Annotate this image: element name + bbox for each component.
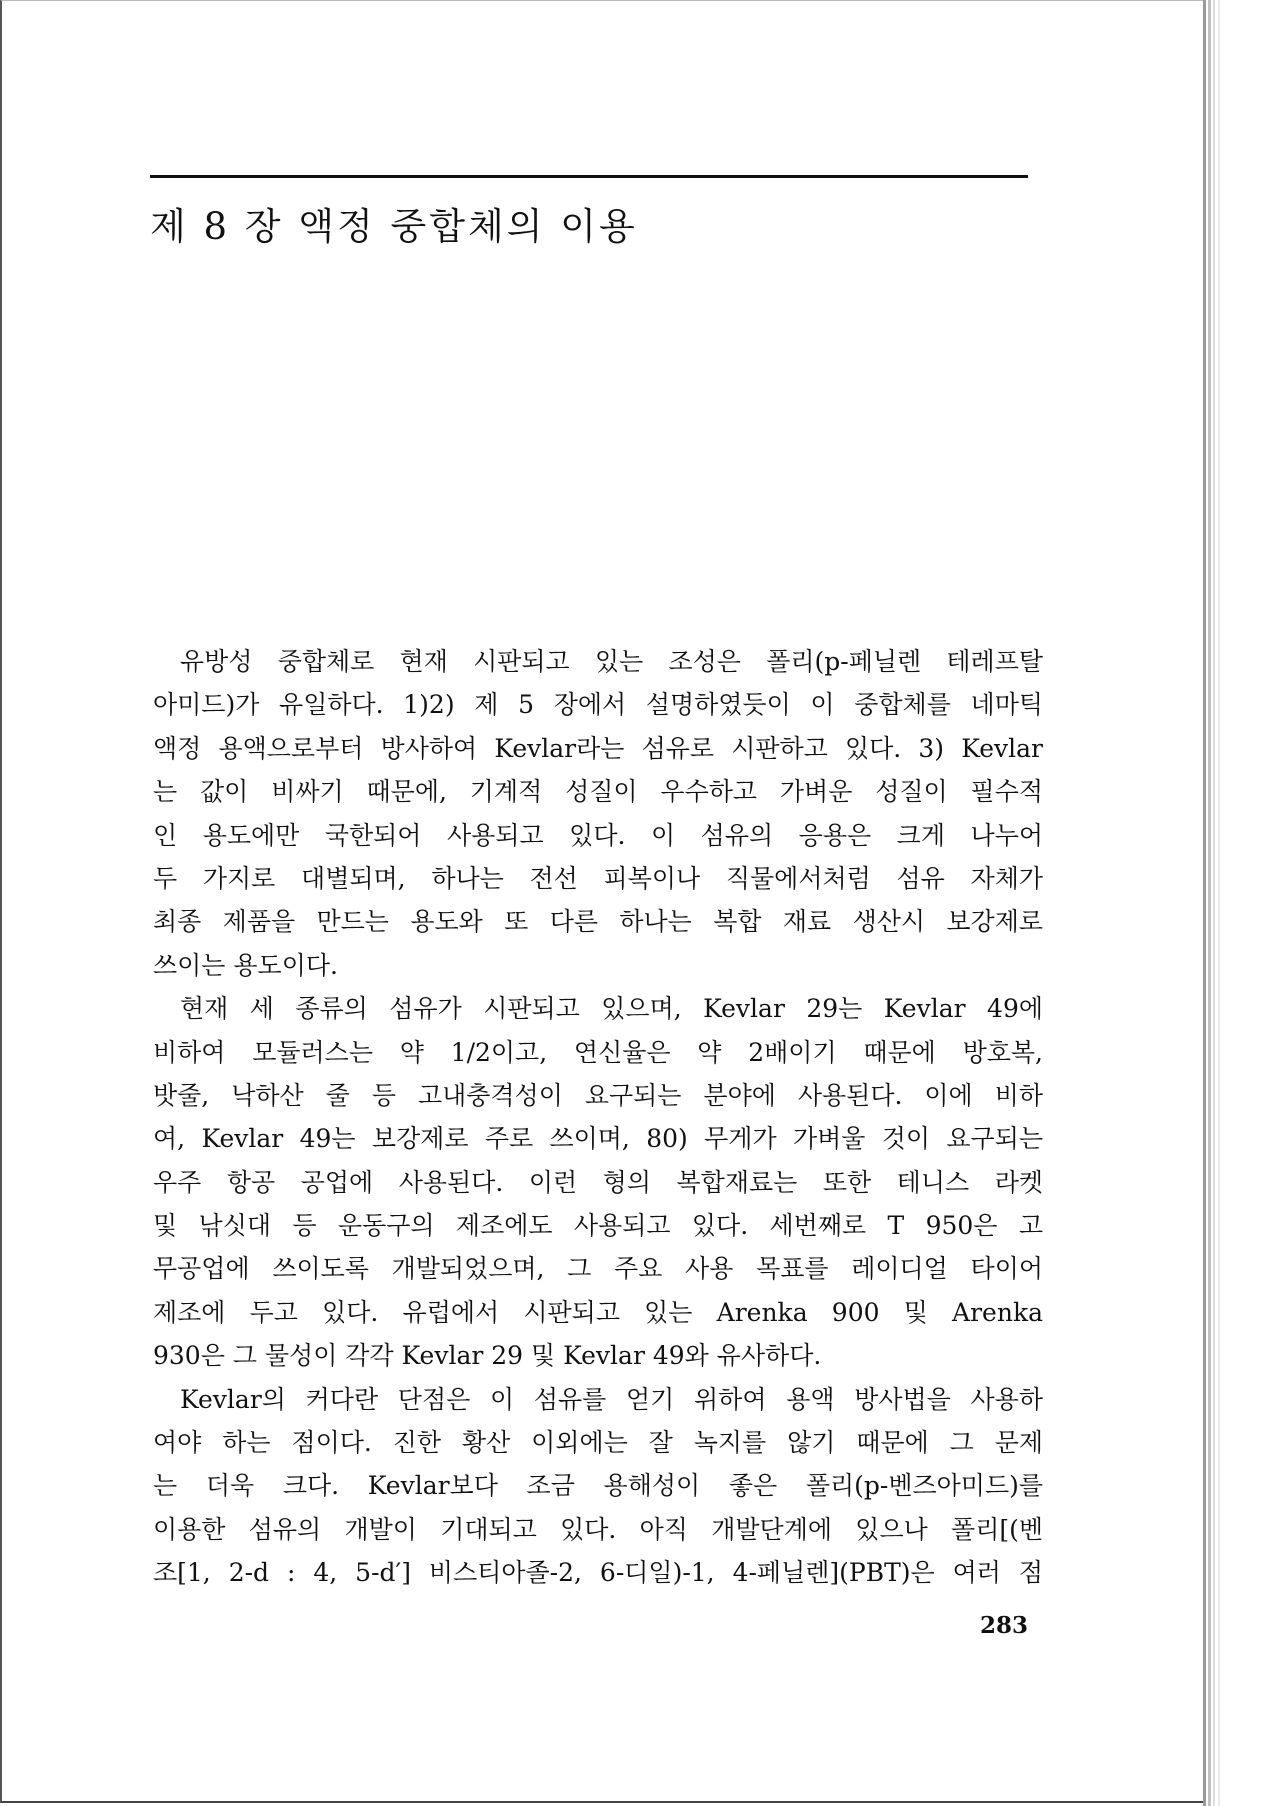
text-line: 여, Kevlar 49는 보강제로 주로 쓰이며, 80) 무게가 가벼울 것이 요구되는	[153, 1124, 1043, 1154]
text-line: 및 낚싯대 등 운동구의 제조에도 사용되고 있다. 세번째로 T 950은 고	[153, 1211, 1043, 1241]
text-line: 현재 세 종류의 섬유가 시판되고 있으며, Kevlar 29는 Kevlar 49에	[180, 994, 1043, 1024]
text-line: 액정 용액으로부터 방사하여 Kevlar라는 섬유로 시판하고 있다. 3) Kevlar	[153, 733, 1043, 763]
text-line: 아미드)가 유일하다. 1)2) 제 5 장에서 설명하였듯이 이 중합체를 네마틱	[153, 690, 1043, 720]
chapter-rule	[150, 175, 1028, 178]
text-line: 비하여 모듈러스는 약 1/2이고, 연신율은 약 2배이기 때문에 방호복,	[153, 1037, 1043, 1067]
chapter-title: 제 8 장 액정 중합체의 이용	[150, 205, 638, 248]
page-edge	[1218, 0, 1220, 1806]
body-text	[153, 640, 1043, 1595]
text-line: 는 더욱 크다. Kevlar보다 조금 용해성이 좋은 폴리(p-벤즈아미드)를	[153, 1471, 1043, 1501]
text-line: 이용한 섬유의 개발이 기대되고 있다. 아직 개발단계에 있으나 폴리[(벤	[153, 1514, 1043, 1544]
text-line: 무공업에 쓰이도록 개발되었으며, 그 주요 사용 목표를 레이디얼 타이어	[153, 1254, 1043, 1284]
text-line: 쓰이는 용도이다.	[153, 950, 338, 980]
text-line: 인 용도에만 국한되어 사용되고 있다. 이 섬유의 응용은 크게 나누어	[153, 820, 1043, 850]
text-line: 유방성 중합체로 현재 시판되고 있는 조성은 폴리(p-페닐렌 테레프탈	[180, 647, 1043, 676]
text-line: 제조에 두고 있다. 유럽에서 시판되고 있는 Arenka 900 및 Arenka	[153, 1297, 1043, 1327]
text-line: 930은 그 물성이 각각 Kevlar 29 및 Kevlar 49와 유사하다.	[153, 1341, 822, 1371]
page-edge	[1213, 0, 1215, 1806]
text-line: 밧줄, 낙하산 줄 등 고내충격성이 요구되는 분야에 사용된다. 이에 비하	[153, 1080, 1043, 1110]
text-line: 최종 제품을 만드는 용도와 또 다른 하나는 복합 재료 생산시 보강제로	[153, 907, 1043, 937]
text-line: 는 값이 비싸기 때문에, 기계적 성질이 우수하고 가벼운 성질이 필수적	[153, 777, 1043, 807]
text-line: 우주 항공 공업에 사용된다. 이런 형의 복합재료는 또한 테니스 라켓	[153, 1167, 1043, 1197]
page-number: 283	[980, 1612, 1029, 1639]
page-edge	[1203, 0, 1206, 1806]
text-line: 두 가지로 대별되며, 하나는 전선 피복이나 직물에서처럼 섬유 자체가	[153, 863, 1043, 893]
page-edge	[1208, 0, 1211, 1806]
text-line: 조[1, 2-d : 4, 5-d′] 비스티아졸-2, 6-디일)-1, 4-페닐렌](PBT)은 여러 점	[153, 1558, 1043, 1588]
text-line: 여야 하는 점이다. 진한 황산 이외에는 잘 녹지를 않기 때문에 그 문제	[153, 1428, 1043, 1458]
text-line: Kevlar의 커다란 단점은 이 섬유를 얻기 위하여 용액 방사법을 사용하	[180, 1384, 1043, 1414]
